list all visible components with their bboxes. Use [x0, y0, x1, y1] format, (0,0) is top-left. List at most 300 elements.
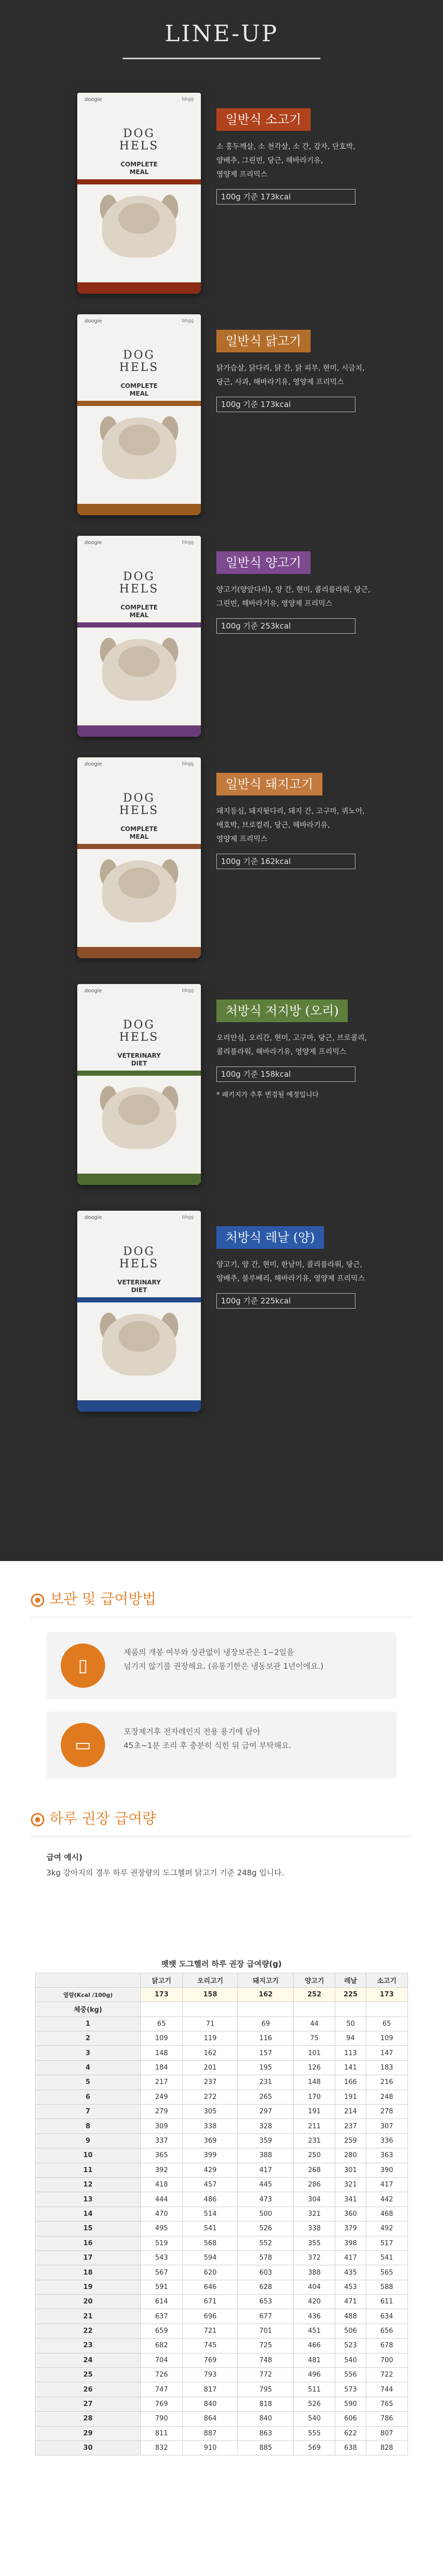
table-cell: 496 — [294, 2368, 335, 2382]
table-cell: 338 — [294, 2222, 335, 2236]
table-cell: 337 — [141, 2133, 182, 2148]
table-cell: 594 — [182, 2250, 238, 2265]
table-cell: 701 — [238, 2324, 294, 2338]
table-cell: 305 — [182, 2105, 238, 2119]
bag-logo: DOG HELS — [119, 127, 159, 152]
table-cell: 722 — [366, 2368, 407, 2382]
kcal-cell: 158 — [182, 1987, 238, 2002]
bag-color-band — [77, 844, 201, 849]
table-cell: 556 — [335, 2368, 366, 2382]
table-cell: 828 — [366, 2441, 407, 2455]
bag-corner-mark: bbgg — [182, 540, 194, 545]
product-name-tag — [216, 551, 311, 574]
bag-brand-mark: doogie — [84, 540, 102, 546]
weight-cell: 15 — [36, 2222, 141, 2236]
table-cell: 606 — [335, 2412, 366, 2426]
table-cell: 517 — [366, 2236, 407, 2250]
table-row — [36, 2133, 408, 2148]
table-cell: 404 — [294, 2280, 335, 2294]
table-cell: 101 — [294, 2046, 335, 2060]
table-cell: 451 — [294, 2324, 335, 2338]
table-cell: 745 — [182, 2338, 238, 2353]
product-name: 처방식 저지방 (오리) — [226, 1004, 339, 1018]
table-cell: 304 — [294, 2192, 335, 2207]
table-row — [36, 2031, 408, 2046]
weight-cell: 13 — [36, 2192, 141, 2207]
table-cell: 44 — [294, 2016, 335, 2031]
table-row — [36, 2119, 408, 2133]
table-cell: 157 — [238, 2046, 294, 2060]
lineup-divider — [123, 58, 320, 59]
table-cell: 555 — [294, 2426, 335, 2441]
bag-product-type: COMPLETE MEAL — [121, 382, 158, 397]
table-row — [36, 2412, 408, 2426]
product-name: 일반식 소고기 — [226, 112, 301, 127]
table-row — [36, 2192, 408, 2207]
table-cell: 628 — [238, 2280, 294, 2294]
table-cell: 864 — [182, 2412, 238, 2426]
product-note: * 패키지가 추후 변경될 예정입니다 — [216, 1091, 319, 1099]
kcal-cell: 173 — [141, 1987, 182, 2002]
table-row — [36, 2309, 408, 2324]
table-cell: 620 — [182, 2265, 238, 2280]
table-cell: 590 — [335, 2397, 366, 2411]
table-cell: 523 — [335, 2338, 366, 2353]
weight-cell: 28 — [36, 2412, 141, 2426]
table-row — [36, 2382, 408, 2397]
kcal-cell: 225 — [335, 1987, 366, 2002]
kcal-cell: 252 — [294, 1987, 335, 2002]
table-header-corner — [36, 1973, 141, 1987]
bag-product-type: COMPLETE MEAL — [121, 825, 158, 840]
table-cell: 363 — [366, 2148, 407, 2163]
table-cell: 301 — [335, 2163, 366, 2177]
table-cell: 109 — [366, 2031, 407, 2046]
table-cell: 704 — [141, 2353, 182, 2367]
table-row — [36, 2177, 408, 2192]
table-cell: 790 — [141, 2412, 182, 2426]
table-cell: 793 — [182, 2368, 238, 2382]
storage-line: 넘기지 않기를 권장해요. (유통기한은 냉동보관 1년이에요.) — [124, 1662, 323, 1671]
table-cell: 646 — [182, 2280, 238, 2294]
storage-line: 제품의 개봉 여부와 상관없이 냉장보관은 1~2일을 — [124, 1648, 294, 1657]
bag-color-band — [77, 179, 201, 184]
bag-color-band — [77, 401, 201, 406]
table-cell: 259 — [335, 2133, 366, 2148]
table-cell: 591 — [141, 2280, 182, 2294]
table-row — [36, 2324, 408, 2338]
table-row — [36, 2353, 408, 2367]
table-cell: 162 — [182, 2046, 238, 2060]
table-cell: 216 — [366, 2075, 407, 2090]
weight-cell: 17 — [36, 2250, 141, 2265]
weight-cell: 3 — [36, 2046, 141, 2060]
table-cell: 486 — [182, 2192, 238, 2207]
table-cell: 748 — [238, 2353, 294, 2367]
table-row — [36, 2207, 408, 2221]
dog-face-illustration — [118, 203, 160, 234]
storage-title: 보관 및 급여방법 — [49, 1590, 157, 1607]
weight-cell: 22 — [36, 2324, 141, 2338]
dog-face-illustration — [118, 1094, 160, 1125]
feeding-title: 하루 권장 급여량 — [49, 1810, 157, 1827]
product-bag-image — [77, 984, 201, 1185]
table-cell: 398 — [335, 2236, 366, 2250]
table-cell: 445 — [238, 2177, 294, 2192]
table-cell: 603 — [238, 2265, 294, 2280]
table-cell: 818 — [238, 2397, 294, 2411]
table-cell: 336 — [366, 2133, 407, 2148]
table-cell: 113 — [335, 2046, 366, 2060]
table-cell: 94 — [335, 2031, 366, 2046]
dog-face-illustration — [118, 868, 160, 899]
table-row — [36, 2046, 408, 2060]
weight-cell: 27 — [36, 2397, 141, 2411]
table-cell: 372 — [294, 2250, 335, 2265]
table-cell: 552 — [238, 2236, 294, 2250]
bag-bottom-band — [77, 1400, 201, 1412]
table-cell: 278 — [366, 2105, 407, 2119]
kcal-cell: 162 — [238, 1987, 294, 2002]
table-cell: 201 — [182, 2060, 238, 2075]
weight-cell: 18 — [36, 2265, 141, 2280]
weight-cell: 23 — [36, 2338, 141, 2353]
table-cell: 807 — [366, 2426, 407, 2441]
table-cell: 71 — [182, 2016, 238, 2031]
table-cell: 280 — [335, 2148, 366, 2163]
table-cell: 786 — [366, 2412, 407, 2426]
table-cell: 910 — [182, 2441, 238, 2455]
table-row — [36, 2148, 408, 2163]
bag-color-band — [77, 1297, 201, 1302]
product-3 — [0, 536, 443, 752]
table-cell: 359 — [238, 2133, 294, 2148]
table-cell: 726 — [141, 2368, 182, 2382]
product-ingredients: 소 홍두깨살, 소 천각살, 소 간, 감자, 단호박, 양배추, 그린빈, 당근, 해바라기유, 영양제 프리믹스 — [216, 143, 355, 179]
weight-cell: 7 — [36, 2105, 141, 2119]
bag-corner-mark: bbgg — [182, 988, 194, 993]
refrigerator-icon: ▯ — [61, 1643, 105, 1688]
table-cell: 700 — [366, 2353, 407, 2367]
feeding-table — [35, 1955, 408, 2455]
table-cell: 511 — [294, 2382, 335, 2397]
table-cell: 297 — [238, 2105, 294, 2119]
microwave-icon: ▭ — [61, 1723, 105, 1767]
table-cell: 435 — [335, 2265, 366, 2280]
table-cell: 747 — [141, 2382, 182, 2397]
table-cell: 832 — [141, 2441, 182, 2455]
table-cell: 75 — [294, 2031, 335, 2046]
table-cell — [182, 2002, 238, 2016]
table-row — [36, 2397, 408, 2411]
bag-logo: DOG HELS — [119, 792, 159, 817]
table-cell: 540 — [294, 2412, 335, 2426]
table-cell: 492 — [366, 2222, 407, 2236]
table-cell: 388 — [238, 2148, 294, 2163]
table-cell: 119 — [182, 2031, 238, 2046]
table-cell: 473 — [238, 2192, 294, 2207]
weight-cell: 29 — [36, 2426, 141, 2441]
table-cell: 565 — [366, 2265, 407, 2280]
bag-brand-mark: doogie — [84, 318, 102, 324]
table-cell: 279 — [141, 2105, 182, 2119]
table-cell: 817 — [182, 2382, 238, 2397]
table-cell: 286 — [294, 2177, 335, 2192]
table-cell: 321 — [294, 2207, 335, 2221]
table-cell: 611 — [366, 2295, 407, 2309]
table-column-header: 돼지고기 — [238, 1973, 294, 1987]
table-cell: 141 — [335, 2060, 366, 2075]
table-cell: 328 — [238, 2119, 294, 2133]
table-cell: 656 — [366, 2324, 407, 2338]
table-cell: 840 — [238, 2412, 294, 2426]
bag-logo: DOG HELS — [119, 349, 159, 374]
table-cell: 769 — [182, 2353, 238, 2367]
table-cell: 65 — [141, 2016, 182, 2031]
table-cell: 671 — [182, 2295, 238, 2309]
product-ingredients: 양고기, 양 간, 현미, 한남미, 콜리플라워, 당근, 양배추, 블루베리, 해바라기유, 영양제 프리믹스 — [216, 1261, 365, 1283]
table-cell: 468 — [366, 2207, 407, 2221]
product-name: 일반식 양고기 — [226, 555, 301, 570]
product-name-tag — [216, 108, 311, 131]
table-cell — [238, 2002, 294, 2016]
table-cell: 418 — [141, 2177, 182, 2192]
table-row — [36, 2222, 408, 2236]
bag-brand-mark: doogie — [84, 988, 102, 994]
bag-color-band — [77, 1071, 201, 1076]
weight-cell: 19 — [36, 2280, 141, 2294]
table-cell: 622 — [335, 2426, 366, 2441]
product-5 — [0, 984, 443, 1200]
product-name-tag — [216, 1226, 324, 1249]
product-name: 처방식 레날 (양) — [226, 1230, 315, 1245]
table-cell: 50 — [335, 2016, 366, 2031]
table-cell: 392 — [141, 2163, 182, 2177]
bag-brand-mark: doogie — [84, 97, 102, 103]
product-ingredients: 오리안심, 오리간, 현미, 고구마, 당근, 브로콜리, 콜리플라워, 해바라기유, 영양제 프리믹스 — [216, 1034, 367, 1056]
table-row — [36, 2236, 408, 2250]
bag-bottom-band — [77, 947, 201, 958]
heating-card — [46, 1711, 397, 1778]
table-cell: 184 — [141, 2060, 182, 2075]
table-cell: 540 — [335, 2353, 366, 2367]
bag-logo: DOG HELS — [119, 570, 159, 596]
bag-product-type: VETERINARY DIET — [117, 1279, 161, 1294]
table-cell: 249 — [141, 2090, 182, 2104]
table-cell: 147 — [366, 2046, 407, 2060]
table-cell: 696 — [182, 2309, 238, 2324]
product-ingredients: 돼지등심, 돼지뒷다리, 돼지 간, 고구마, 퀴노아, 애호박, 브로컬리, 당근, 해바라기유, 영양제 프리믹스 — [216, 807, 365, 843]
table-cell: 682 — [141, 2338, 182, 2353]
table-cell: 637 — [141, 2309, 182, 2324]
storage-heading — [31, 1588, 156, 1608]
table-cell: 769 — [141, 2397, 182, 2411]
table-cell: 526 — [294, 2397, 335, 2411]
table-cell: 268 — [294, 2163, 335, 2177]
table-cell: 765 — [366, 2397, 407, 2411]
weight-cell: 2 — [36, 2031, 141, 2046]
table-row — [36, 2368, 408, 2382]
table-cell: 887 — [182, 2426, 238, 2441]
product-kcal: 100g 기준 158kcal — [216, 1066, 355, 1082]
table-cell: 541 — [182, 2222, 238, 2236]
table-row — [36, 2295, 408, 2309]
bag-bottom-band — [77, 1174, 201, 1185]
table-cell: 360 — [335, 2207, 366, 2221]
table-title: 펫뱃 도그헬러 하루 권장 급여량(g) — [36, 1955, 408, 1973]
kcal-row-header: 열량(Kcal /100g) — [36, 1987, 141, 2002]
table-cell: 543 — [141, 2250, 182, 2265]
bag-logo: DOG HELS — [119, 1245, 159, 1270]
table-cell: 109 — [141, 2031, 182, 2046]
table-cell: 567 — [141, 2265, 182, 2280]
table-cell: 183 — [366, 2060, 407, 2075]
table-row — [36, 2265, 408, 2280]
table-cell: 265 — [238, 2090, 294, 2104]
table-cell: 795 — [238, 2382, 294, 2397]
product-name-tag — [216, 999, 348, 1022]
table-cell: 506 — [335, 2324, 366, 2338]
weight-cell: 21 — [36, 2309, 141, 2324]
table-cell: 338 — [182, 2119, 238, 2133]
table-cell: 568 — [182, 2236, 238, 2250]
table-cell: 250 — [294, 2148, 335, 2163]
table-cell — [366, 2002, 407, 2016]
table-column-header: 소고기 — [366, 1973, 407, 1987]
table-cell: 436 — [294, 2309, 335, 2324]
product-name-tag — [216, 330, 311, 352]
weight-cell: 8 — [36, 2119, 141, 2133]
weight-cell: 14 — [36, 2207, 141, 2221]
table-cell: 488 — [335, 2309, 366, 2324]
product-kcal: 100g 기준 173kcal — [216, 189, 355, 205]
table-cell: 69 — [238, 2016, 294, 2031]
bag-brand-mark: doogie — [84, 1215, 102, 1221]
bag-product-type: COMPLETE MEAL — [121, 604, 158, 619]
product-6 — [0, 1211, 443, 1427]
table-cell: 417 — [366, 2177, 407, 2192]
weight-cell: 24 — [36, 2353, 141, 2367]
table-cell: 588 — [366, 2280, 407, 2294]
table-cell — [141, 2002, 182, 2016]
product-kcal: 100g 기준 253kcal — [216, 618, 355, 634]
table-cell: 237 — [335, 2119, 366, 2133]
table-cell: 772 — [238, 2368, 294, 2382]
weight-cell: 25 — [36, 2368, 141, 2382]
dog-face-illustration — [118, 1321, 160, 1352]
product-ingredients: 양고기(양앞다리), 양 간, 현미, 콜리플라워, 당근, 그린빈, 해바라기유, 영양제 프리믹스 — [216, 586, 370, 608]
table-row — [36, 2441, 408, 2455]
table-cell: 519 — [141, 2236, 182, 2250]
table-cell: 388 — [294, 2265, 335, 2280]
table-cell: 191 — [294, 2105, 335, 2119]
product-bag-image — [77, 757, 201, 958]
table-cell: 195 — [238, 2060, 294, 2075]
table-cell: 634 — [366, 2309, 407, 2324]
table-row — [36, 2426, 408, 2441]
product-2 — [0, 314, 443, 531]
table-cell: 638 — [335, 2441, 366, 2455]
table-row — [36, 2016, 408, 2031]
heating-line: 포장제거후 전자레인지 전용 용기에 담아 — [124, 1727, 261, 1736]
storage-card — [46, 1632, 397, 1699]
table-cell: 541 — [366, 2250, 407, 2265]
table-cell: 231 — [294, 2133, 335, 2148]
product-bag-image — [77, 314, 201, 515]
product-kcal: 100g 기준 173kcal — [216, 397, 355, 412]
table-cell: 481 — [294, 2353, 335, 2367]
divider — [31, 1836, 412, 1837]
table-column-header: 닭고기 — [141, 1973, 182, 1987]
table-cell: 369 — [182, 2133, 238, 2148]
product-ingredients: 닭가슴살, 닭다리, 닭 간, 닭 피부, 현미, 시금치, 당근, 사과, 해바라기유, 영양제 프리믹스 — [216, 364, 365, 386]
product-bag-image — [77, 93, 201, 294]
bag-corner-mark: bbgg — [182, 761, 194, 767]
table-cell: 653 — [238, 2295, 294, 2309]
table-cell: 725 — [238, 2338, 294, 2353]
table-cell: 614 — [141, 2295, 182, 2309]
weight-cell: 20 — [36, 2295, 141, 2309]
weight-cell: 10 — [36, 2148, 141, 2163]
table-cell: 453 — [335, 2280, 366, 2294]
product-name: 일반식 닭고기 — [226, 334, 301, 348]
table-row — [36, 2338, 408, 2353]
table-cell: 309 — [141, 2119, 182, 2133]
table-column-header: 양고기 — [294, 1973, 335, 1987]
table-cell: 390 — [366, 2163, 407, 2177]
kcal-cell: 173 — [366, 1987, 407, 2002]
weight-cell: 5 — [36, 2075, 141, 2090]
weight-cell: 30 — [36, 2441, 141, 2455]
table-cell: 578 — [238, 2250, 294, 2265]
table-row — [36, 2105, 408, 2119]
product-name-tag — [216, 773, 322, 795]
table-cell: 191 — [335, 2090, 366, 2104]
weight-cell: 9 — [36, 2133, 141, 2148]
table-row — [36, 2280, 408, 2294]
table-cell: 721 — [182, 2324, 238, 2338]
weight-cell: 16 — [36, 2236, 141, 2250]
weight-cell: 6 — [36, 2090, 141, 2104]
table-cell: 148 — [294, 2075, 335, 2090]
table-cell: 148 — [141, 2046, 182, 2060]
product-1 — [0, 93, 443, 309]
table-cell: 231 — [238, 2075, 294, 2090]
table-cell: 840 — [182, 2397, 238, 2411]
table-cell: 573 — [335, 2382, 366, 2397]
table-row — [36, 2250, 408, 2265]
bag-corner-mark: bbgg — [182, 318, 194, 324]
dog-face-illustration — [118, 646, 160, 677]
feeding-example-label: 급여 예시) — [46, 1853, 83, 1862]
table-cell: 863 — [238, 2426, 294, 2441]
table-row — [36, 2090, 408, 2104]
bag-brand-mark: doogie — [84, 761, 102, 767]
table-cell: 399 — [182, 2148, 238, 2163]
table-cell: 379 — [335, 2222, 366, 2236]
weight-cell: 12 — [36, 2177, 141, 2192]
feeding-example-text: 3kg 강아지의 경우 하루 권장량의 도그헬퍼 닭고기 기준 248g 입니다. — [46, 1868, 284, 1877]
weight-cell: 11 — [36, 2163, 141, 2177]
table-cell: 470 — [141, 2207, 182, 2221]
table-cell: 237 — [182, 2075, 238, 2090]
bullet-icon — [31, 1594, 44, 1607]
table-row — [36, 2075, 408, 2090]
table-cell: 355 — [294, 2236, 335, 2250]
product-bag-image — [77, 1211, 201, 1412]
table-cell: 471 — [335, 2295, 366, 2309]
table-cell: 678 — [366, 2338, 407, 2353]
